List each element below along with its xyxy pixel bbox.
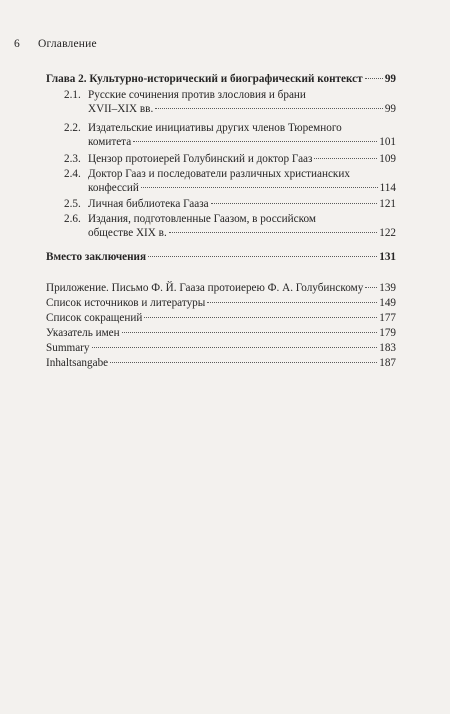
toc-page-number: 122 — [379, 227, 396, 239]
toc-subsection-2-6[interactable] — [64, 212, 396, 240]
toc-entry-title-cont: комитета — [88, 136, 132, 148]
toc-entry-title: Приложение. Письмо Ф. Й. Гааза протоиерею Ф. А. Голубинскому — [46, 282, 364, 294]
toc-chapter-2[interactable] — [46, 72, 396, 86]
toc-sources[interactable] — [46, 296, 396, 310]
toc-inhaltsangabe[interactable] — [46, 356, 396, 370]
leader-dots — [122, 332, 378, 333]
toc-page-number: 101 — [379, 136, 396, 148]
section-number: 2.4. — [64, 168, 81, 180]
section-number: 2.1. — [64, 89, 81, 101]
section-number: 2.2. — [64, 122, 81, 134]
toc-entry-title: Указатель имен — [46, 327, 120, 339]
toc-entry-title: Цензор протоиерей Голубинский и доктор Гааз — [88, 153, 313, 165]
toc-appendix[interactable] — [46, 281, 396, 295]
toc-summary[interactable] — [46, 341, 396, 355]
leader-dots — [92, 347, 378, 348]
leader-dots — [133, 141, 377, 142]
leader-dots — [207, 302, 377, 303]
section-number: 2.3. — [64, 153, 81, 165]
leader-dots — [141, 187, 378, 188]
toc-entry-title: Вместо заключения — [46, 251, 147, 263]
leader-dots — [148, 256, 377, 257]
toc-page-number: 187 — [379, 357, 396, 369]
toc-entry-title: Глава 2. Культурно-исторический и биографический контекст — [46, 73, 363, 85]
toc-entry-title-cont: обществе XIX в. — [88, 227, 167, 239]
leader-dots — [155, 108, 383, 109]
toc-page-number: 179 — [379, 327, 396, 339]
toc-page-number: 183 — [379, 342, 396, 354]
toc-page-number: 99 — [384, 73, 396, 85]
toc-entry-title-cont: XVII–XIX вв. — [88, 103, 154, 115]
toc-entry-title: Список сокращений — [46, 312, 143, 324]
running-title: Оглавление — [38, 38, 97, 50]
leader-dots — [169, 232, 377, 233]
toc-entry-title: Список источников и литературы — [46, 297, 206, 309]
page-number: 6 — [14, 38, 20, 50]
toc-subsection-2-4[interactable] — [64, 167, 396, 195]
running-head — [14, 38, 430, 54]
toc-page-number: 149 — [379, 297, 396, 309]
toc-abbreviations[interactable] — [46, 311, 396, 325]
toc-entry-title: Доктор Гааз и последователи различных христианских — [88, 168, 350, 180]
leader-dots — [314, 158, 377, 159]
toc-entry-title: Русские сочинения против злословия и брани — [88, 89, 306, 101]
toc-entry-title: Summary — [46, 342, 90, 354]
toc-subsection-2-3[interactable] — [64, 152, 396, 166]
leader-dots — [144, 317, 377, 318]
leader-dots — [365, 287, 377, 288]
toc-page-number: 177 — [379, 312, 396, 324]
toc-subsection-2-2[interactable] — [64, 121, 396, 149]
toc-entry-title: Личная библиотека Гааза — [88, 198, 209, 210]
section-number: 2.6. — [64, 213, 81, 225]
toc-conclusion[interactable] — [46, 250, 396, 264]
toc-page-number: 114 — [379, 182, 396, 194]
toc-subsection-2-1[interactable] — [64, 88, 396, 116]
toc-entry-title-cont: конфессий — [88, 182, 139, 194]
toc-page-number: 99 — [384, 103, 396, 115]
leader-dots — [110, 362, 377, 363]
leader-dots — [211, 203, 378, 204]
toc-page-number: 139 — [379, 282, 396, 294]
toc-entry-title: Inhaltsangabe — [46, 357, 109, 369]
leader-dots — [365, 78, 383, 79]
toc-name-index[interactable] — [46, 326, 396, 340]
toc-page-number: 109 — [379, 153, 396, 165]
section-number: 2.5. — [64, 198, 81, 210]
toc-page-number: 121 — [379, 198, 396, 210]
toc-entry-title: Издательские инициативы других членов Тюремного — [88, 122, 342, 134]
toc-entry-title: Издания, подготовленные Гаазом, в российском — [88, 213, 316, 225]
toc-subsection-2-5[interactable] — [64, 197, 396, 211]
toc-page-number: 131 — [379, 251, 396, 263]
